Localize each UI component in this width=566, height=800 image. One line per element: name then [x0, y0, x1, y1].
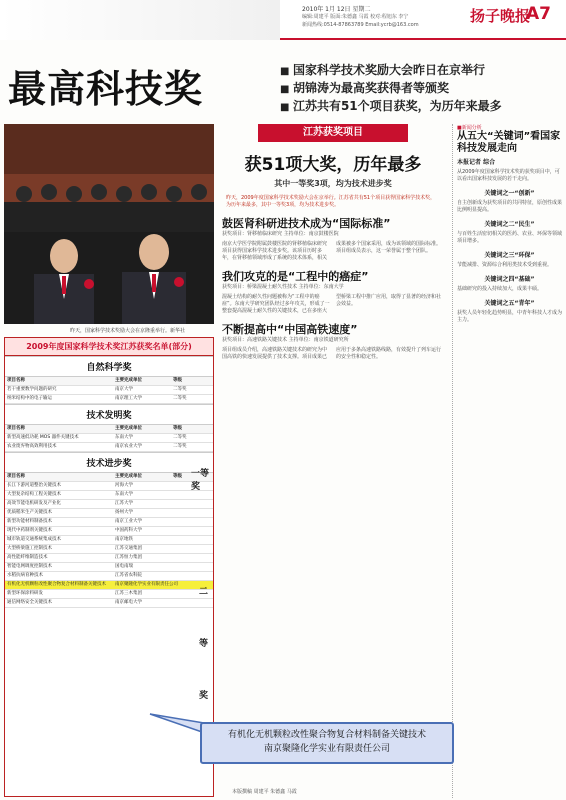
cell: 新型环保涂料研发 [7, 591, 43, 596]
ceremony-photo-image [4, 124, 214, 324]
cell: 现代中药制剂关键技术 [7, 528, 52, 533]
table-row [5, 527, 213, 536]
cell: 长江下游河道整治关键技术 [7, 483, 61, 488]
issue-date: 2010年 1月 12日 星期二 [302, 6, 371, 13]
table-row [5, 599, 213, 608]
grade-mark: 奖 [199, 691, 209, 701]
center-subhead: 其中一等奖3项，均为技术进步奖 [274, 179, 392, 188]
staff-credits [302, 13, 462, 29]
right-intro: 从2009年度国家科学技术奖的获奖项目中，可以看出国家科技发展的若干走向。 [457, 169, 560, 182]
table-row [5, 545, 213, 554]
keyword-text: 自主创新成为获奖项目的共同特征，原创性成果比例明显提高。 [457, 200, 563, 213]
cell: 江苏恒力集团 [115, 555, 142, 560]
callout-project: 有机化无机颗粒改性聚合物复合材料制备关键技术 [227, 730, 426, 740]
cell: 大型复杂结构工程关键技术 [7, 492, 61, 497]
table-row [5, 554, 213, 563]
keyword-title: 关键词之四“基础” [484, 276, 535, 283]
header-cell: 项目名称 [7, 474, 25, 479]
article-body: 项目组成员介绍，高速铁路关键技术的研究为中国高铁的快速发展提供了技术支撑。项目成果已应用于多条高速铁路线路，有效提升了列车运行的安全性和稳定性。 [222, 347, 442, 360]
article-title: 鼓医肾科研进技术成为“国际标准” [222, 217, 391, 230]
cell: 江苏省农科院 [115, 573, 142, 578]
article-meta: 获奖项目：高速铁路关键技术 主持单位：南京铁道研究所 [222, 337, 349, 343]
cell [171, 527, 213, 535]
cell [171, 536, 213, 544]
cell: 纳米结构中的电子输运 [7, 396, 52, 401]
keyword-text: 与百姓生活密切相关的医药、农业、环保等领域项目增多。 [457, 231, 563, 244]
cell: 南京工业大学 [115, 519, 142, 524]
cell: 二等奖 [173, 444, 187, 449]
cell: 新型高速低功耗 MOS 器件关键技术 [7, 435, 79, 440]
center-headline: 获51项大奖，历年最多 [244, 155, 422, 175]
cell: 高性能纤维制造技术 [7, 555, 48, 560]
cell: 南京大学 [115, 387, 133, 392]
main-headline: 最高科技奖 [8, 67, 204, 111]
table-row [5, 491, 213, 500]
progress-award-rows [5, 482, 213, 608]
grade-mark: 一等奖 [191, 469, 210, 492]
cell: 二等奖 [173, 435, 187, 440]
table-row [5, 572, 213, 581]
newspaper-logo: 扬子晚报 [470, 7, 531, 25]
article-title: 我们攻克的是“工程中的癌症” [222, 270, 369, 283]
masthead [0, 0, 566, 40]
cell: 江苏大学 [115, 501, 133, 506]
cell: 优质稻米生产关键技术 [7, 510, 52, 515]
ceremony-photo [4, 124, 214, 324]
cell: 南京农业大学 [115, 444, 142, 449]
article-meta: 获奖项目：桥梁混凝土耐久性技术 主持单位：东南大学 [222, 284, 344, 290]
article-meta: 获奖项目：肾移植临床研究 主持单位：南京鼓楼医院 [222, 231, 339, 237]
keyword-text: 基础研究的投入持续加大，成果丰硕。 [457, 286, 543, 292]
headline-bullet: ■ 江苏共有51个项目获奖，为历年来最多 [280, 98, 560, 116]
right-column [452, 124, 562, 798]
cell [171, 554, 213, 562]
photo-caption: 昨天，国家科学技术奖励大会在京隆重举行。新华社 [70, 328, 186, 334]
cell: 二等奖 [173, 387, 187, 392]
grade-mark: 等 [199, 639, 209, 649]
cell: 扬州大学 [115, 510, 133, 515]
footer-credits: 本版撰稿 周建平 朱德鑫 马霞 [232, 789, 297, 795]
staff-line: 新闻热线:0514-87863789 Email:ycrb@163.com [302, 22, 419, 28]
cell: 南京聚隆化学实业有限责任公司 [115, 582, 178, 587]
cell [171, 509, 213, 517]
section-banner: 江苏获奖项目 [258, 124, 408, 142]
cell: 东南大学 [115, 435, 133, 440]
table-row [5, 563, 213, 572]
category-title: 自然科学奖 [5, 356, 213, 377]
table-row [5, 443, 213, 452]
article-body: 混凝土结构的耐久性问题被称为“工程中的癌症”。东南大学研究团队经过多年攻关，形成了一整套提高混凝土耐久性的关键技术，已在多座大型桥梁工程中推广应用，取得了显著的经济和社会效益。 [222, 294, 442, 314]
cell [171, 599, 213, 607]
category-title: 技术进步奖 [5, 452, 213, 473]
table-row [5, 536, 213, 545]
callout-company: 南京聚隆化学实业有限责任公司 [263, 744, 390, 754]
cell: 江苏交通集团 [115, 546, 142, 551]
cell [171, 491, 213, 499]
cell [171, 545, 213, 553]
keyword-text: 节能减排、资源综合利用类技术受到重视。 [457, 262, 553, 268]
table-row [5, 590, 213, 599]
page-number: A7 [526, 4, 551, 24]
highlight-callout [200, 722, 454, 764]
table-header [5, 425, 213, 434]
table-row [5, 395, 213, 404]
cell: 河海大学 [115, 483, 133, 488]
cell [171, 572, 213, 580]
right-kicker: ■新闻分析 [457, 125, 482, 131]
grade-mark: 二 [199, 587, 209, 597]
table-header [5, 473, 213, 482]
keyword-title: 关键词之五“青年” [484, 300, 535, 307]
right-headline: 从五大“关键词”看国家科技发展走向 [457, 131, 561, 154]
cell: 二等奖 [173, 396, 187, 401]
keyword-list [457, 188, 562, 324]
table-row [5, 482, 213, 491]
header-cell: 项目名称 [7, 426, 25, 431]
cell: 南京理工大学 [115, 396, 142, 401]
cell [171, 518, 213, 526]
cell: 若干重要数学问题的研究 [7, 387, 57, 392]
cell: 南京邮电大学 [115, 600, 142, 605]
cell: 城市轨道交通系统集成技术 [7, 537, 61, 542]
cell: 通信网络安全关键技术 [7, 600, 52, 605]
cell: 智能电网调度控制技术 [7, 564, 52, 569]
table-row [5, 434, 213, 443]
header-cell: 主要完成单位 [115, 474, 142, 479]
headline-bullet: ■ 国家科学技术奖励大会昨日在京举行 [280, 62, 560, 80]
right-byline: 本报记者 综合 [457, 159, 496, 166]
article-body: 南京大学医学院附属鼓楼医院的肾移植临床研究项目获得国家科学技术进步奖。该项目历时多年，在肾移植领域形成了系统的技术体系，相关成果被多个国家采用，成为该领域的国际标准。项目组成员表示，这一荣誉属于整个团队。 [222, 241, 442, 261]
cell: 国电南瑞 [115, 564, 133, 569]
cell: 中国药科大学 [115, 528, 142, 533]
headline-bullets [280, 62, 560, 116]
keyword-text: 获奖人员年轻化趋势明显，中青年科技人才成为主力。 [457, 310, 563, 323]
headline-bullet: ■ 胡锦涛为最高奖获得者等颁奖 [280, 80, 560, 98]
cell: 高效节能电机研发及产业化 [7, 501, 61, 506]
table-header [5, 377, 213, 386]
cell: 南京地铁 [115, 537, 133, 542]
header-cell: 等级 [173, 378, 182, 383]
table-row-highlighted [5, 581, 213, 590]
keyword-title: 关键词之一“创新” [484, 190, 535, 197]
cell: 东南大学 [115, 492, 133, 497]
header-cell: 主要完成单位 [115, 378, 142, 383]
header-cell: 项目名称 [7, 378, 25, 383]
cell: 大型桥梁施工控制技术 [7, 546, 52, 551]
staff-line: 编辑:周建平 版面:朱德鑫 马霞 校对:程旭东 李宁 [302, 14, 409, 20]
table-row [5, 518, 213, 527]
table-row [5, 509, 213, 518]
cell [171, 500, 213, 508]
masthead-band [0, 0, 280, 40]
article-title: 不断提高中“中国高铁速度” [222, 323, 358, 336]
category-title: 技术发明奖 [5, 404, 213, 425]
keyword-title: 关键词之三“环保” [484, 252, 535, 259]
table-title: 2009年度国家科学技术奖江苏获奖名单(部分) [5, 338, 213, 356]
cell: 有机化无机颗粒改性聚合物复合材料制备关键技术 [7, 582, 106, 587]
keyword-title: 关键词之二“民生” [484, 221, 535, 228]
header-cell: 主要完成单位 [115, 426, 142, 431]
cell [171, 563, 213, 571]
cell: 农业废弃物高效利用技术 [7, 444, 57, 449]
cell: 水稻抗病育种技术 [7, 573, 43, 578]
table-row [5, 500, 213, 509]
cell: 新型功能材料制备技术 [7, 519, 52, 524]
table-row [5, 386, 213, 395]
center-column [222, 124, 444, 798]
center-intro: 昨天，2009年度国家科学技术奖励大会在京举行。江苏省共有51个项目获得国家科学技术奖，为历年来最多，其中一等奖3项，均为技术进步奖。 [226, 195, 436, 208]
header-cell: 等级 [173, 474, 182, 479]
header-cell: 等级 [173, 426, 182, 431]
cell: 江苏三木集团 [115, 591, 142, 596]
